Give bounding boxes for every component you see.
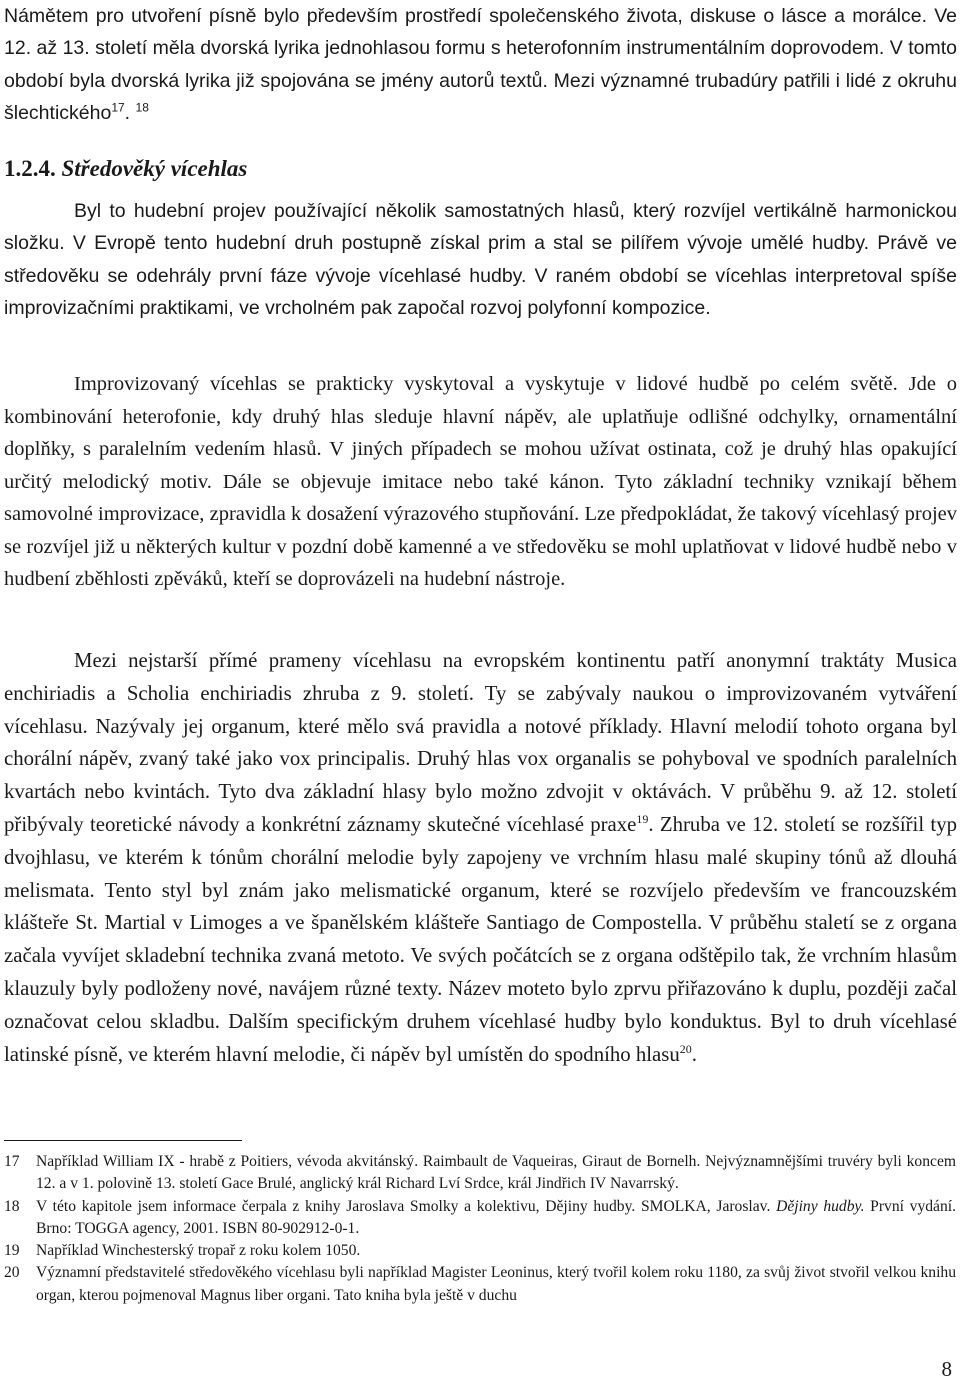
footnote-20 <box>4 1262 956 1307</box>
footnote-19 <box>4 1240 956 1262</box>
footnote-text: Významní představitelé středověkého vícehlasu byli například Magister Leoninus, který tvořil kolem roku 1180, za svůj život stvořil velkou knihu organ, kterou pojmenoval Magnus liber organi. Tato kniha byla ještě v duchu <box>36 1264 956 1304</box>
footnote-text-part: První vydání. Brno: TOGGA agency, 2001. ISBN 80-902912-0-1. <box>36 1197 956 1237</box>
page-number: 8 <box>941 1357 952 1381</box>
footnote-text <box>36 1196 956 1241</box>
intro-paragraph <box>4 0 957 129</box>
footnote-number: 19 <box>4 1242 20 1260</box>
footnote-text: Například Winchesterský tropař z roku kolem 1050. <box>36 1242 361 1260</box>
footnote-text: Například William IX - hrabě z Poitiers, vévoda akvitánský. Raimbault de Vaqueiras, Giraut de Bornelh. Nejvýznamnějšími truvéry byli koncem 12. a v 1. polovině 13. století Gace Brulé, anglický král Richard Lví Srdce, král Jindřich IV Navarrský. <box>36 1153 956 1193</box>
footnote-text-part: V této kapitole jsem informace čerpala z knihy Jaroslava Smolky a kolektivu, Dějiny hudby. SMOLKA, Jaroslav. <box>36 1197 777 1215</box>
footnote-ref-19[interactable]: 19 <box>636 812 649 827</box>
footnote-ref-17[interactable]: 17 <box>111 100 125 115</box>
footnote-17 <box>4 1151 956 1196</box>
paragraph-3-text-2: . Zhruba ve 12. století se rozšířil typ dvojhlasu, ve kterém k tónům chorální melodie byly zapojeny ve vrchním hlasu malé skupiny tónů až dlouhá melismata. Tento styl byl znám jako melismatické organum, které se rozvíjelo především ve francouzském klášteře St. Martial v Limoges a ve španělském klášteře Santiago de Compostella. V průběhu staletí se z organa začala vyvíjet skladební technika zvaná metoto. Ve svých počátcích se z organa odštěpilo tak, že vrchním hlasům klauzuly byly podloženy nové, navájem různé texty. Název moteto bylo zprvu přiřazováno k duplu, později začal označovat celou skladbu. Dalším specifickým druhem vícehlasé hudby bylo konduktus. Byl to druh vícehlasé latinské písně, ve kterém hlavní melodie, či nápěv byl umístěn do spodního hlasu <box>4 812 957 1066</box>
section-title: Středověký vícehlas <box>61 156 248 181</box>
footnote-ref-20[interactable]: 20 <box>679 1041 692 1056</box>
footnote-ref-18[interactable]: 18 <box>135 100 149 115</box>
footnote-separator <box>4 1140 242 1141</box>
footnote-number: 17 <box>4 1153 20 1170</box>
intro-text: Námětem pro utvoření písně bylo především prostředí společenského života, diskuse o lásce a morálce. Ve 12. až 13. století měla dvorská lyrika jednohlasou formu s heterofonním instrumentálním doprovodem. V tomto období byla dvorská lyrika již spojována se jmény autorů textů. Mezi významné trubadúry patřili i lidé z okruhu šlechtického <box>4 5 957 124</box>
section-number: 1.2.4. <box>4 156 56 181</box>
footnote-number: 20 <box>4 1264 20 1282</box>
paragraph-3-text-1: Mezi nejstarší přímé prameny vícehlasu na evropském kontinentu patří anonymní traktáty Musica enchiriadis a Scholia enchiriadis zhruba z 9. století. Ty se zabývaly naukou o improvizovaném vytváření vícehlasu. Nazývaly jej organum, které mělo svá pravidla a notové příklady. Hlavní melodií tohoto organa byl chorální nápěv, zvaný také jako vox principalis. Druhý hlas vox organalis se pohyboval ve spodních paralelních kvartách nebo kvintách. Tyto dva základní hlasy bylo možno zdvojit v oktávách. V průběhu 9. až 12. století přibývaly teoretické návody a konkrétní záznamy skutečné vícehlasé praxe <box>4 649 957 836</box>
paragraph-3-text-3: . <box>691 1042 697 1066</box>
footnote-ref-separator: . <box>124 101 136 124</box>
book-title: Dějiny hudby. <box>776 1197 865 1215</box>
footnote-18 <box>4 1196 956 1241</box>
paragraph-1: Byl to hudební projev používající několik samostatných hlasů, který rozvíjel vertikálně harmonickou složku. V Evropě tento hudební druh postupně získal prim a stal se pilířem vývoje umělé hudby. Právě ve středověku se odehrály první fáze vývoje vícehlasé hudby. V raném období se vícehlas interpretoval spíše improvizačními praktikami, ve vrcholném pak započal rozvoj polyfonní kompozice. <box>4 200 957 319</box>
footnotes <box>4 1151 956 1307</box>
footnote-number: 18 <box>4 1197 20 1215</box>
paragraph-2: Improvizovaný vícehlas se prakticky vyskytoval a vyskytuje v lidové hudbě po celém světě. Jde o kombinování heterofonie, kdy druhý hlas sleduje hlavní nápěv, ale uplatňuje odlišné odchylky, ornamentální doplňky, s paralelním vedením hlasů. V jiných případech se mohou užívat ostinata, což je druhý hlas opakující určitý melodický motiv. Dále se objevuje imitace nebo také kánon. Tyto základní techniky vznikají během samovolné improvizace, zpravidla k dosažení výrazového stupňování. Lze předpokládat, že takový vícehlasý projev se rozvíjel již u některých kultur v pozdní době kamenné a ve středověku se mohl uplatňovat v lidové hudbě nebo v hudbení zběhlosti zpěváků, kteří se doprovázeli na hudební nástroje. <box>4 373 957 590</box>
paragraph-3 <box>4 645 957 1071</box>
section-heading <box>4 153 247 185</box>
